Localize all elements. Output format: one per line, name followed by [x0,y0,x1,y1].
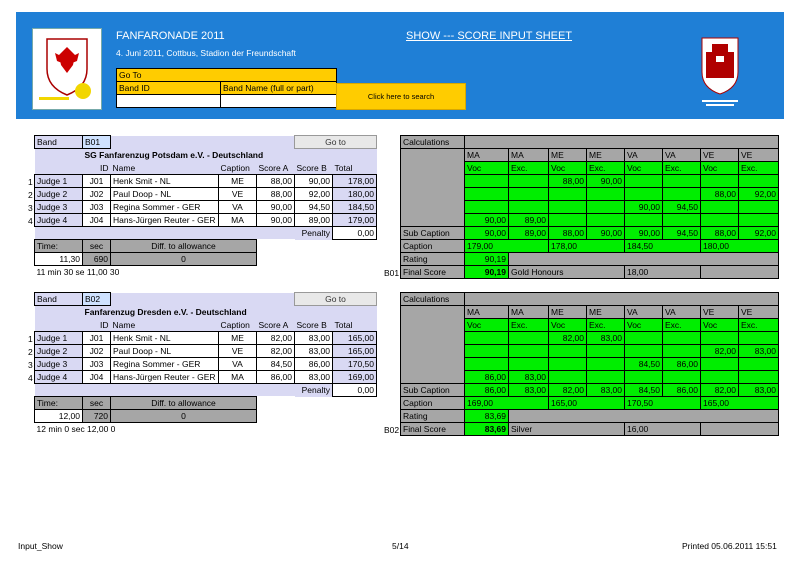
caption-value: 169,00 [465,397,549,410]
score-b-input[interactable]: 83,00 [295,345,333,358]
cat-header: ME [587,306,625,319]
judge-caption: VA [219,358,257,371]
calc-cell: 83,00 [739,345,779,358]
rating-row [401,410,779,423]
calc-cell: 90,00 [465,214,509,227]
judge-row [35,188,377,201]
calc-cell: 89,00 [509,214,549,227]
calc-cell [587,345,625,358]
score-b-input[interactable]: 94,50 [295,201,333,214]
final-score-row [401,423,779,436]
award-label: Silver [509,423,625,436]
sub-header: Voc [625,319,663,332]
calc-cell [587,201,625,214]
time-diff: 0 [111,253,257,266]
judge-id[interactable]: J03 [83,358,111,371]
award-label: Gold Honours [509,266,625,279]
event-title: FANFARONADE 2011 [116,30,225,42]
calculations-header: Calculations [401,293,465,306]
final-prefix: B01 [384,268,400,278]
time-seconds: 720 [83,410,111,423]
caption-value: 180,00 [701,240,779,253]
row-number: 2 [28,347,33,357]
footer-page-number: 5/14 [392,541,409,551]
cat-header: ME [549,306,587,319]
sub-header: Voc [701,319,739,332]
calc-cell: 88,00 [549,175,587,188]
score-b-input[interactable]: 83,00 [295,332,333,345]
col-header-name: Name [111,162,219,175]
penalty-input[interactable]: 0,00 [333,384,377,397]
calc-cell [587,371,625,384]
band-score-table [34,135,377,279]
calc-cell [701,371,739,384]
calc-cell [465,188,509,201]
calc-cell [549,214,587,227]
time-seconds: 690 [83,253,111,266]
rating-value: 83,69 [465,410,509,423]
calc-cell [701,332,739,345]
sub-header: Voc [465,319,509,332]
sub-header: Voc [549,319,587,332]
calc-cell: 86,00 [663,358,701,371]
calculations-header: Calculations [401,136,465,149]
calc-cell [739,371,779,384]
judge-total: 180,00 [333,188,377,201]
cat-header: VE [701,149,739,162]
calc-cell [739,332,779,345]
caption-value: 165,00 [701,397,779,410]
sub-caption-value: 83,00 [509,384,549,397]
caption-value: 184,50 [625,240,701,253]
sub-caption-value: 82,00 [549,384,587,397]
calc-cell: 84,50 [625,358,663,371]
rating-label: Rating [401,410,465,423]
sub-caption-value: 88,00 [549,227,587,240]
judge-total: 179,00 [333,214,377,227]
judge-id[interactable]: J02 [83,345,111,358]
calc-cell: 92,00 [739,188,779,201]
calc-cell: 88,00 [701,188,739,201]
judge-id[interactable]: J04 [83,214,111,227]
sub-caption-value: 84,50 [625,384,663,397]
rating-value: 90,19 [465,253,509,266]
sub-caption-label: Sub Caption [401,384,465,397]
calc-cell [549,201,587,214]
score-a-input[interactable]: 88,00 [257,175,295,188]
calc-cell [739,358,779,371]
calc-cell [663,371,701,384]
sub-caption-value: 83,00 [739,384,779,397]
row-number: 2 [28,190,33,200]
calc-cell: 86,00 [465,371,509,384]
col-header-caption: Caption [219,319,257,332]
sub-header: Exc. [587,162,625,175]
time-input[interactable]: 11,30 [35,253,83,266]
score-a-input[interactable]: 84,50 [257,358,295,371]
calc-cell [625,214,663,227]
calc-cell [739,214,779,227]
calc-cell [509,201,549,214]
calc-cell [509,332,549,345]
col-header-id: ID [83,319,111,332]
row-number: 1 [28,177,33,187]
calc-cell [465,358,509,371]
calc-cell [663,332,701,345]
calc-cell: 83,00 [587,332,625,345]
fanfaronade-logo [32,28,102,110]
calc-cell [465,332,509,345]
row-number: 3 [28,360,33,370]
judge-total: 170,50 [333,358,377,371]
row-number: 4 [28,216,33,226]
judge-row [35,332,377,345]
caption-row [401,240,779,253]
judge-name: Paul Doop - NL [111,188,219,201]
judge-caption: VA [219,201,257,214]
score-b-input[interactable]: 90,00 [295,175,333,188]
band-label: Band [35,293,83,306]
sub-caption-value: 83,00 [587,384,625,397]
calc-cell: 90,00 [625,201,663,214]
judge-id[interactable]: J02 [83,188,111,201]
sub-header: Exc. [739,319,779,332]
judge-row [35,175,377,188]
judge-name: Henk Smit - NL [111,175,219,188]
judge-caption: ME [219,175,257,188]
sub-header: Exc. [509,319,549,332]
extra-value: 18,00 [625,266,701,279]
caption-value: 178,00 [549,240,625,253]
judge-total: 178,00 [333,175,377,188]
penalty-label: Penalty [295,227,333,240]
calc-cell [587,358,625,371]
event-subtitle: 4. Juni 2011, Cottbus, Stadion der Freundschaft [116,48,296,58]
caption-row [401,397,779,410]
penalty-input[interactable]: 0,00 [333,227,377,240]
score-a-input[interactable]: 82,00 [257,332,295,345]
calc-cell [549,371,587,384]
band-id-input[interactable] [117,95,221,108]
calc-cell [701,175,739,188]
judge-caption: ME [219,332,257,345]
band-score-table [34,292,377,436]
judge-total: 165,00 [333,345,377,358]
col-header-id: ID [83,162,111,175]
calc-cell [465,201,509,214]
calc-cell [465,175,509,188]
calc-cell [701,201,739,214]
col-header-score-a: Score A [257,319,295,332]
sub-caption-row [401,227,779,240]
cat-header: VA [663,149,701,162]
header-banner [16,12,784,119]
final-score-label: Final Score [401,423,465,436]
band-id-label: Band ID [117,82,221,95]
cat-header: VA [663,306,701,319]
cat-header: VE [739,149,779,162]
sub-header: Exc. [663,162,701,175]
diff-label: Diff. to allowance [111,240,257,253]
penalty-label: Penalty [295,384,333,397]
sub-caption-value: 90,00 [587,227,625,240]
calc-cell: 83,00 [509,371,549,384]
score-a-input[interactable]: 88,00 [257,188,295,201]
cat-header: VA [625,149,663,162]
judge-label: Judge 1 [35,332,83,345]
final-score-value: 90,19 [465,266,509,279]
col-header-score-a: Score A [257,162,295,175]
cat-header: VA [625,306,663,319]
judge-row [35,201,377,214]
judge-name: Henk Smit - NL [111,332,219,345]
sub-header: Exc. [739,162,779,175]
judge-row [35,214,377,227]
sub-caption-value: 88,00 [701,227,739,240]
band-id-cell[interactable]: B02 [83,293,111,306]
judge-row [35,371,377,384]
band-name: Fanfarenzug Dresden e.V. - Deutschland [83,306,377,319]
calc-cell [701,358,739,371]
sheet-title: SHOW --- SCORE INPUT SHEET [406,30,573,42]
score-a-input[interactable]: 82,00 [257,345,295,358]
judge-caption: MA [219,371,257,384]
final-prefix: B02 [384,425,400,435]
goto-button[interactable]: Go to [295,293,377,306]
col-header-caption: Caption [219,162,257,175]
sub-caption-value: 86,00 [663,384,701,397]
calc-cell [739,175,779,188]
judge-caption: VE [219,188,257,201]
sub-header: Voc [549,162,587,175]
final-score-label: Final Score [401,266,465,279]
calc-cell [701,214,739,227]
sub-header: Voc [465,162,509,175]
judge-name: Hans-Jürgen Reuter - GER [111,371,219,384]
sub-caption-value: 94,50 [663,227,701,240]
sub-caption-value: 90,00 [465,227,509,240]
calc-cell [625,332,663,345]
calc-cell: 82,00 [701,345,739,358]
calc-cell [549,345,587,358]
cat-header: MA [465,149,509,162]
cat-header: ME [587,149,625,162]
calc-cell: 94,50 [663,201,701,214]
time-diff: 0 [111,410,257,423]
band-label: Band [35,136,83,149]
col-header-score-b: Score B [295,162,333,175]
search-button[interactable]: Click here to search [336,83,466,110]
judge-total: 165,00 [333,332,377,345]
sub-caption-value: 89,00 [509,227,549,240]
row-number: 3 [28,203,33,213]
calc-cell [587,188,625,201]
caption-value: 179,00 [465,240,549,253]
time-label: Time: [35,240,83,253]
calc-cell [509,188,549,201]
judge-total: 169,00 [333,371,377,384]
footer-sheet-name: Input_Show [18,541,63,551]
sub-caption-value: 90,00 [625,227,663,240]
rating-label: Rating [401,253,465,266]
col-header-total: Total [333,162,377,175]
calc-cell: 82,00 [549,332,587,345]
row-number: 1 [28,334,33,344]
band-name-input[interactable] [221,95,337,108]
time-input[interactable]: 12,00 [35,410,83,423]
judge-id[interactable]: J01 [83,332,111,345]
diff-label: Diff. to allowance [111,397,257,410]
sub-caption-row [401,384,779,397]
judge-label: Judge 2 [35,188,83,201]
sub-caption-value: 82,00 [701,384,739,397]
judge-row [35,358,377,371]
judge-label: Judge 3 [35,358,83,371]
cat-header: VE [701,306,739,319]
calculations-table [400,292,779,436]
time-note: 11 min 30 se 11,00 30 [36,267,120,278]
sub-header: Exc. [509,162,549,175]
judge-row [35,345,377,358]
sec-label: sec [83,397,111,410]
judge-total: 184,50 [333,201,377,214]
calc-cell [509,358,549,371]
calc-cell [625,371,663,384]
band-name-label: Band Name (full or part) [221,82,337,95]
cat-header: MA [465,306,509,319]
score-b-input[interactable]: 89,00 [295,214,333,227]
judge-caption: VE [219,345,257,358]
calc-cell [663,175,701,188]
calc-cell [465,345,509,358]
sub-caption-value: 92,00 [739,227,779,240]
score-b-input[interactable]: 83,00 [295,371,333,384]
goto-button[interactable]: Go to [295,136,377,149]
judge-name: Paul Doop - NL [111,345,219,358]
score-b-input[interactable]: 92,00 [295,188,333,201]
score-a-input[interactable]: 86,00 [257,371,295,384]
judge-caption: MA [219,214,257,227]
sub-caption-value: 86,00 [465,384,509,397]
calc-cell [549,188,587,201]
sec-label: sec [83,240,111,253]
goto-search-form [116,68,337,108]
time-note: 12 min 0 sec 12,00 0 [36,424,116,435]
rating-row [401,253,779,266]
score-a-input[interactable]: 90,00 [257,201,295,214]
calc-cell [625,175,663,188]
judge-label: Judge 4 [35,214,83,227]
footer-printed-date: Printed 05.06.2011 15:51 [682,541,777,551]
calc-cell: 90,00 [587,175,625,188]
time-label: Time: [35,397,83,410]
score-a-input[interactable]: 90,00 [257,214,295,227]
col-header-score-b: Score B [295,319,333,332]
calc-cell [663,214,701,227]
col-header-total: Total [333,319,377,332]
cat-header: MA [509,306,549,319]
calc-cell [663,345,701,358]
goto-label: Go To [117,69,337,82]
judge-label: Judge 1 [35,175,83,188]
cat-header: MA [509,149,549,162]
judge-id[interactable]: J04 [83,371,111,384]
sub-header: Voc [625,162,663,175]
score-b-input[interactable]: 86,00 [295,358,333,371]
sub-header: Exc. [587,319,625,332]
calc-cell [625,345,663,358]
cottbus-crest-icon [680,28,760,110]
calc-cell [587,214,625,227]
calc-cell [549,358,587,371]
judge-name: Hans-Jürgen Reuter - GER [111,214,219,227]
calc-cell [663,188,701,201]
band-id-cell[interactable]: B01 [83,136,111,149]
calc-cell [509,175,549,188]
caption-label: Caption [401,397,465,410]
judge-name: Regina Sommer - GER [111,201,219,214]
sub-caption-label: Sub Caption [401,227,465,240]
caption-value: 165,00 [549,397,625,410]
band-name: SG Fanfarenzug Potsdam e.V. - Deutschland [83,149,377,162]
judge-label: Judge 3 [35,201,83,214]
judge-label: Judge 4 [35,371,83,384]
extra-value: 16,00 [625,423,701,436]
cat-header: VE [739,306,779,319]
sub-header: Exc. [663,319,701,332]
judge-name: Regina Sommer - GER [111,358,219,371]
calc-cell [625,188,663,201]
caption-label: Caption [401,240,465,253]
sub-header: Voc [701,162,739,175]
calc-cell [509,345,549,358]
judge-id[interactable]: J01 [83,175,111,188]
cat-header: ME [549,149,587,162]
judge-label: Judge 2 [35,345,83,358]
col-header-name: Name [111,319,219,332]
judge-id[interactable]: J03 [83,201,111,214]
row-number: 4 [28,373,33,383]
caption-value: 170,50 [625,397,701,410]
calculations-table [400,135,779,279]
final-score-row [401,266,779,279]
calc-cell [739,201,779,214]
final-score-value: 83,69 [465,423,509,436]
